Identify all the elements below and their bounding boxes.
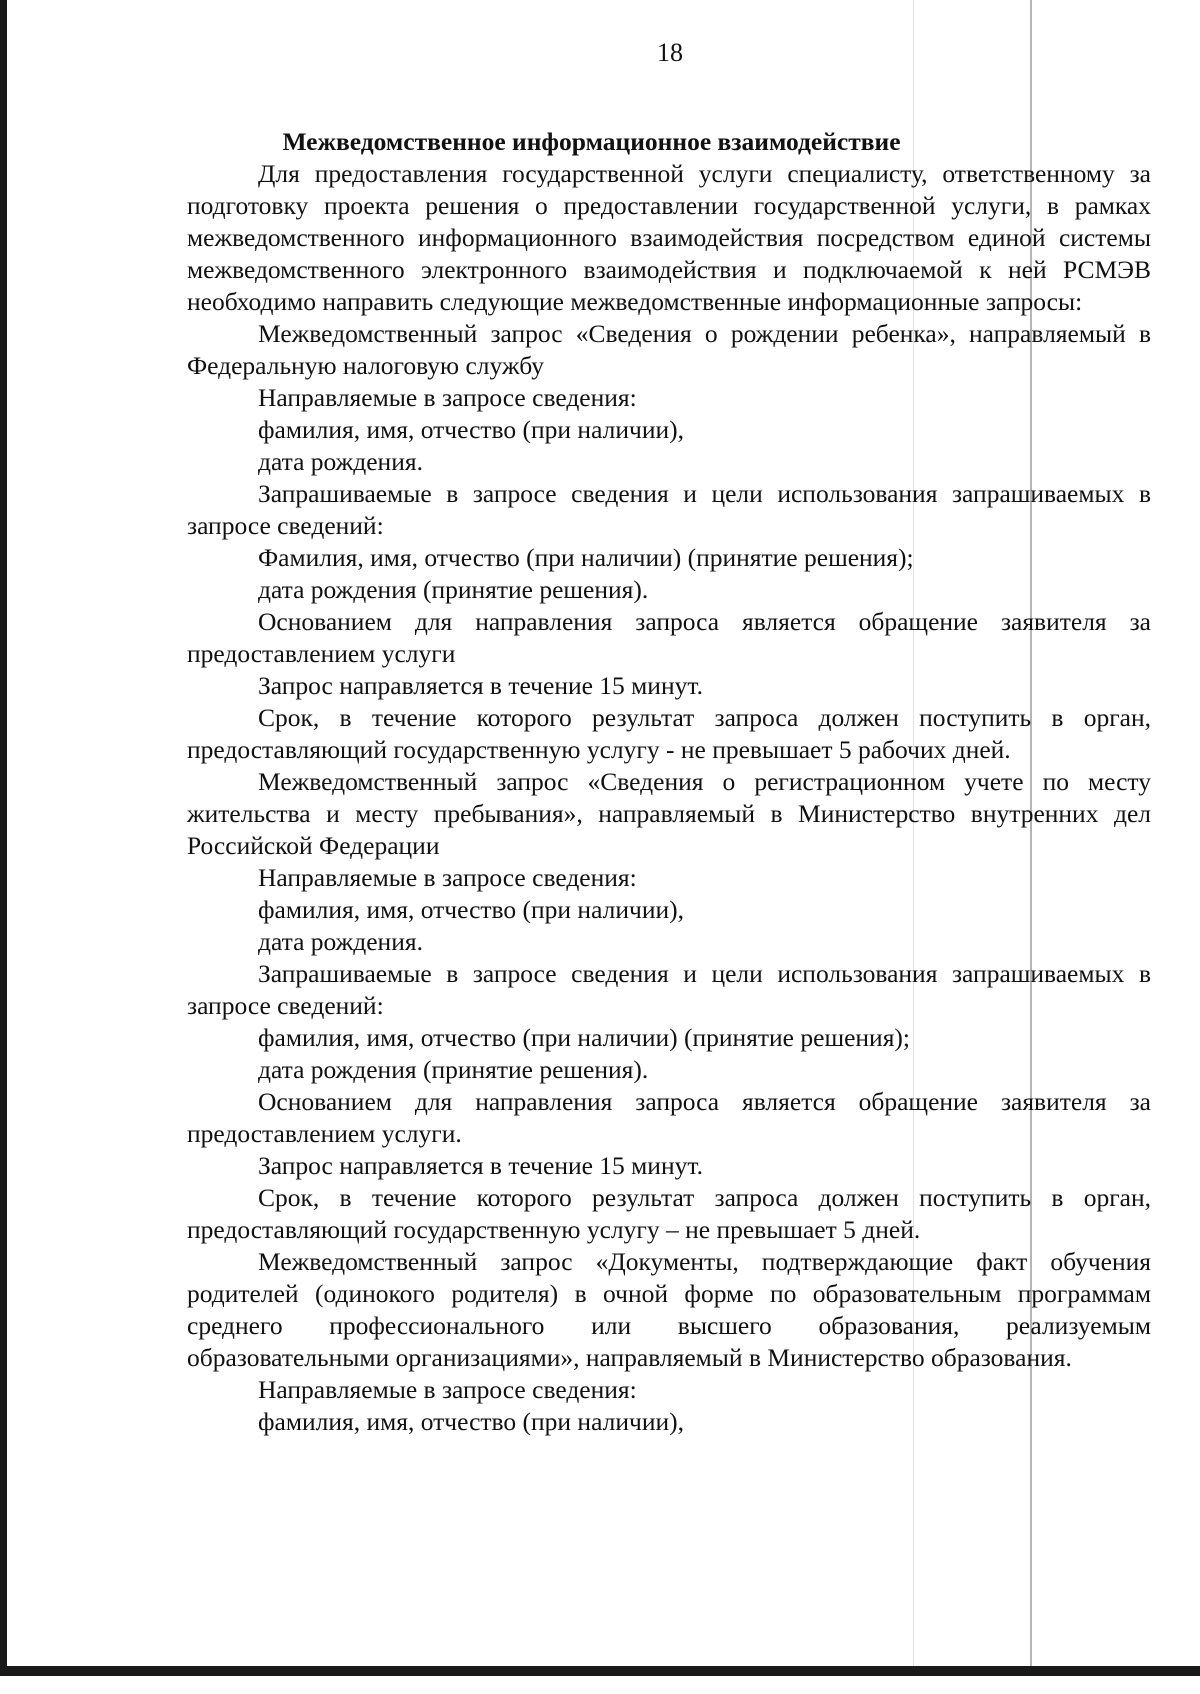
paragraph-request-3-title: Межведомственный запрос «Документы, подтверждающие факт обучения родителей (одинокого родителя) в очной форме по образовательным программам среднего профессионального или высшего образования, реализуемым образовательными организациями», направляемый в Министерство образования. [187,1247,1151,1372]
paragraph-request-2-requested-header: Запрашиваемые в запросе сведения и цели использования запрашиваемых в запросе сведений: [187,959,1151,1020]
paragraph-request-2-title: Межведомственный запрос «Сведения о регистрационном учете по месту жительства и месту пребывания», направляемый в Министерство внутренних дел Российской Федерации [187,767,1151,860]
paragraph-request-3-sent-name: фамилия, имя, отчество (при наличии), [258,1407,684,1436]
paragraph-request-1-requested-header: Запрашиваемые в запросе сведения и цели использования запрашиваемых в запросе сведений: [187,479,1151,540]
paragraph-request-1-sent-name: фамилия, имя, отчество (при наличии), [258,415,684,444]
document-body [187,126,1151,1438]
paragraph-request-2-requested-name: фамилия, имя, отчество (при наличии) (принятие решения); [258,1023,910,1052]
page-number: 18 [657,38,683,67]
paragraph-request-2-sent-birthdate: дата рождения. [258,927,423,956]
paragraph-request-2-deadline: Срок, в течение которого результат запроса должен поступить в орган, предоставляющий государственную услугу – не превышает 5 дней. [187,1183,1151,1244]
paragraph-request-2-sent-name: фамилия, имя, отчество (при наличии), [258,895,684,924]
scan-border-left [0,0,7,1672]
paragraph-request-2-requested-birthdate: дата рождения (принятие решения). [258,1055,649,1084]
paragraph-request-1-requested-birthdate: дата рождения (принятие решения). [258,575,649,604]
paragraph-request-1-title: Межведомственный запрос «Сведения о рождении ребенка», направляемый в Федеральную налоговую службу [187,319,1151,380]
paragraph-intro: Для предоставления государственной услуги специалисту, ответственному за подготовку проекта решения о предоставлении государственной услуги, в рамках межведомственного информационного взаимодействия посредством единой системы межведомственного электронного взаимодействия и подключаемой к ней РСМЭВ необходимо направить следующие межведомственные информационные запросы: [187,159,1151,316]
paragraph-request-1-sent-birthdate: дата рождения. [258,447,423,476]
paragraph-request-1-requested-name: Фамилия, имя, отчество (при наличии) (принятие решения); [258,543,914,572]
paragraph-request-1-basis: Основанием для направления запроса является обращение заявителя за предоставлением услуги [187,607,1151,668]
section-heading-text: Межведомственное информационное взаимодействие [282,127,901,156]
paragraph-request-1-timing: Запрос направляется в течение 15 минут. [258,671,703,700]
scan-border-bottom [0,1666,1200,1676]
paragraph-request-3-sent-header: Направляемые в запросе сведения: [258,1375,637,1404]
paragraph-request-2-sent-header: Направляемые в запросе сведения: [258,863,637,892]
paragraph-request-2-timing: Запрос направляется в течение 15 минут. [258,1151,703,1180]
paragraph-request-1-deadline: Срок, в течение которого результат запроса должен поступить в орган, предоставляющий государственную услугу - не превышает 5 рабочих дней. [187,703,1151,764]
section-heading [187,126,1151,158]
paragraph-request-2-basis: Основанием для направления запроса является обращение заявителя за предоставлением услуги. [187,1087,1151,1148]
paragraph-request-1-sent-header: Направляемые в запросе сведения: [258,383,637,412]
